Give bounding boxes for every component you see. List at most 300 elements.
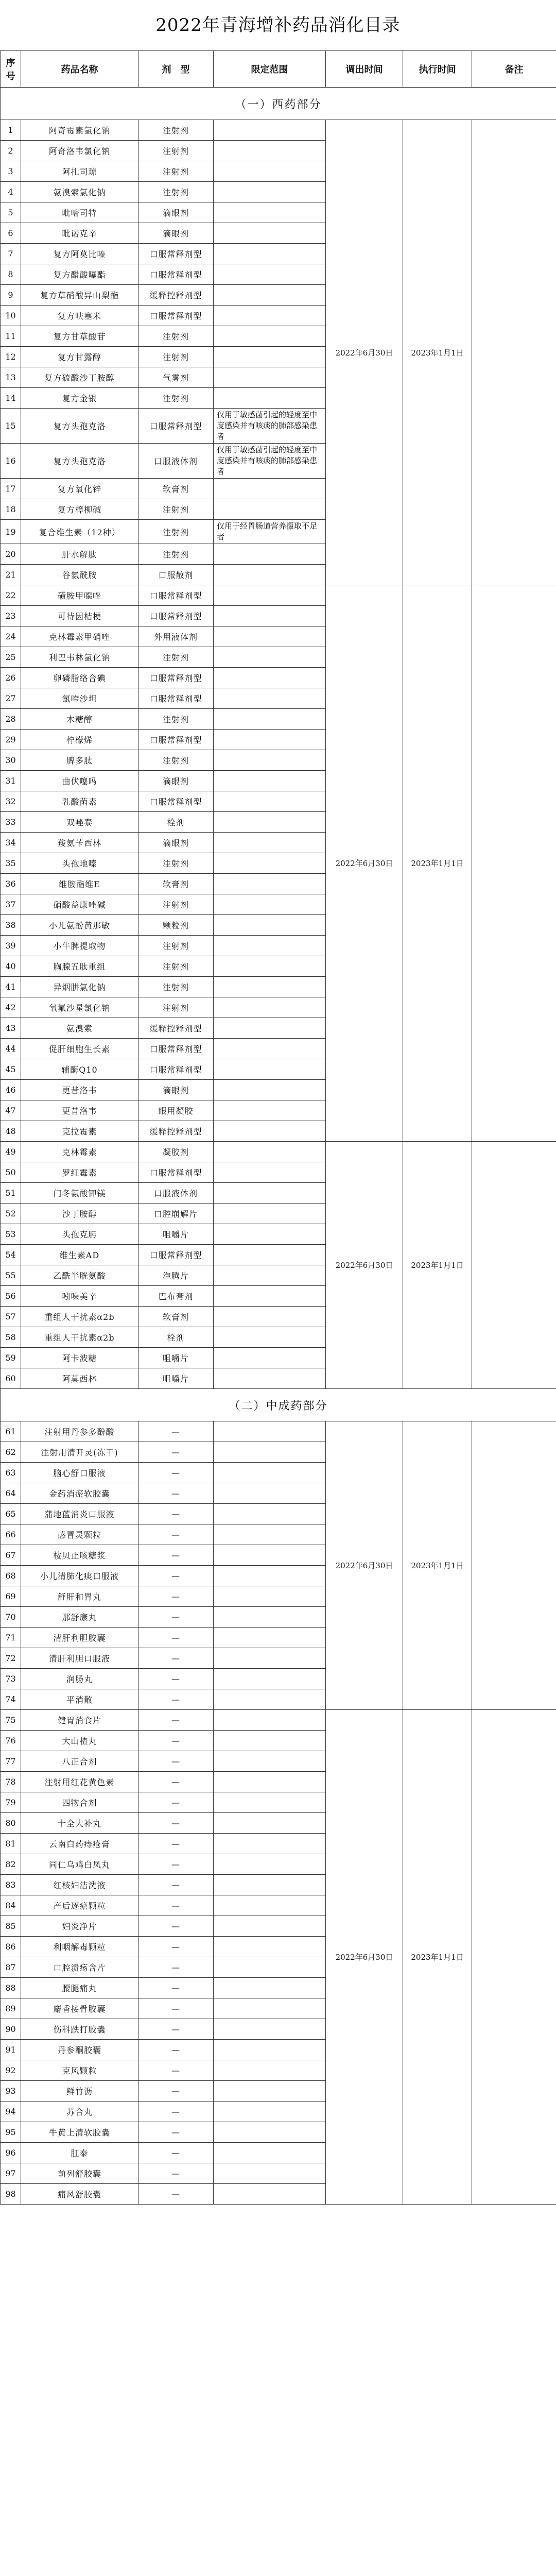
cell-scope (214, 1039, 326, 1059)
cell-no: 51 (1, 1183, 21, 1204)
cell-no: 87 (1, 1957, 21, 1978)
cell-no: 82 (1, 1854, 21, 1875)
cell-out-date: 2022年6月30日 (326, 1421, 403, 1710)
cell-out-date: 2022年6月30日 (326, 585, 403, 1142)
cell-name: 氧氟沙星氯化钠 (21, 997, 138, 1018)
cell-scope (214, 2184, 326, 2205)
cell-no: 12 (1, 347, 21, 367)
cell-no: 4 (1, 182, 21, 202)
cell-form: 口服散剂 (138, 565, 214, 585)
cell-form: 注射剂 (138, 161, 214, 182)
cell-name: 吲哚美辛 (21, 1286, 138, 1307)
cell-name: 复方头孢克洛 (21, 409, 138, 444)
cell-scope (214, 956, 326, 977)
cell-no: 16 (1, 444, 21, 479)
cell-form: 口服常释剂型 (138, 1245, 214, 1265)
cell-name: 促肝细胞生长素 (21, 1039, 138, 1059)
cell-form: 注射剂 (138, 977, 214, 997)
cell-scope (214, 1772, 326, 1792)
page-title: 2022年青海增补药品消化目录 (155, 15, 401, 36)
cell-scope (214, 1059, 326, 1080)
cell-name: 舒肝和胃丸 (21, 1586, 138, 1607)
cell-scope (214, 647, 326, 668)
cell-form: — (138, 1916, 214, 1937)
cell-no: 25 (1, 647, 21, 668)
cell-no: 6 (1, 223, 21, 244)
cell-name: 氨溴索氯化钠 (21, 182, 138, 202)
cell-form: 口服常释剂型 (138, 306, 214, 326)
header-form: 剂 型 (138, 51, 214, 88)
cell-no: 83 (1, 1875, 21, 1895)
cell-no: 39 (1, 936, 21, 956)
cell-form: — (138, 1957, 214, 1978)
cell-no: 61 (1, 1421, 21, 1442)
cell-scope (214, 853, 326, 874)
cell-no: 90 (1, 2019, 21, 2040)
cell-form: 注射剂 (138, 894, 214, 915)
cell-no: 66 (1, 1524, 21, 1545)
cell-name: 润肠丸 (21, 1669, 138, 1689)
section-row (1, 88, 556, 120)
cell-form: 栓剂 (138, 1327, 214, 1348)
cell-scope (214, 1162, 326, 1183)
cell-no: 8 (1, 264, 21, 285)
cell-name: 氯喹沙坦 (21, 688, 138, 709)
cell-scope (214, 2143, 326, 2163)
cell-no: 26 (1, 668, 21, 688)
cell-form: — (138, 1463, 214, 1483)
cell-name: 小儿清肺化痰口服液 (21, 1566, 138, 1586)
cell-remark (472, 1142, 556, 1389)
cell-form: — (138, 1504, 214, 1524)
table-row (1, 1142, 556, 1162)
cell-no: 95 (1, 2122, 21, 2143)
cell-form: — (138, 1566, 214, 1586)
cell-name: 维胺酯维E (21, 874, 138, 894)
cell-no: 15 (1, 409, 21, 444)
cell-name: 阿卡波糖 (21, 1348, 138, 1368)
cell-name: 头孢地嗪 (21, 853, 138, 874)
cell-no: 19 (1, 520, 21, 544)
cell-form: 口服常释剂型 (138, 730, 214, 750)
cell-scope (214, 1710, 326, 1731)
cell-scope (214, 1648, 326, 1669)
cell-scope (214, 915, 326, 936)
cell-no: 72 (1, 1648, 21, 1669)
cell-scope (214, 1504, 326, 1524)
cell-no: 17 (1, 479, 21, 499)
cell-form: 软膏剂 (138, 1307, 214, 1327)
cell-no: 57 (1, 1307, 21, 1327)
cell-scope (214, 1895, 326, 1916)
cell-name: 丹参酮胶囊 (21, 2040, 138, 2060)
cell-scope (214, 1586, 326, 1607)
cell-name: 复方呋塞米 (21, 306, 138, 326)
cell-no: 7 (1, 244, 21, 264)
cell-no: 74 (1, 1689, 21, 1710)
cell-no: 59 (1, 1348, 21, 1368)
cell-scope (214, 2163, 326, 2184)
cell-no: 35 (1, 853, 21, 874)
cell-name: 双唑泰 (21, 812, 138, 833)
cell-scope (214, 2019, 326, 2040)
cell-form: 注射剂 (138, 520, 214, 544)
cell-name: 产后逐瘀颗粒 (21, 1895, 138, 1916)
cell-no: 41 (1, 977, 21, 997)
cell-scope (214, 1483, 326, 1504)
cell-no: 96 (1, 2143, 21, 2163)
cell-scope (214, 388, 326, 409)
cell-no: 44 (1, 1039, 21, 1059)
cell-scope (214, 2102, 326, 2122)
table-row (1, 1421, 556, 1442)
cell-scope (214, 285, 326, 306)
cell-form: 咀嚼片 (138, 1224, 214, 1245)
cell-name: 清肝利胆口服液 (21, 1648, 138, 1669)
cell-name: 复方草硝酸异山梨酯 (21, 285, 138, 306)
cell-name: 头孢克肟 (21, 1224, 138, 1245)
cell-name: 复方甘露醇 (21, 347, 138, 367)
cell-no: 24 (1, 626, 21, 647)
cell-name: 利巴韦林氯化钠 (21, 647, 138, 668)
cell-scope (214, 326, 326, 347)
cell-name: 更昔洛韦 (21, 1100, 138, 1121)
cell-no: 33 (1, 812, 21, 833)
cell-no: 5 (1, 202, 21, 223)
cell-no: 32 (1, 791, 21, 812)
cell-no: 76 (1, 1731, 21, 1751)
cell-form: 注射剂 (138, 141, 214, 161)
cell-no: 27 (1, 688, 21, 709)
cell-no: 91 (1, 2040, 21, 2060)
cell-no: 36 (1, 874, 21, 894)
cell-name: 清肝利胆胶囊 (21, 1628, 138, 1648)
cell-scope (214, 367, 326, 388)
cell-form: — (138, 1421, 214, 1442)
cell-scope (214, 1875, 326, 1895)
cell-scope (214, 1628, 326, 1648)
cell-scope (214, 565, 326, 585)
cell-form: 口服常释剂型 (138, 1039, 214, 1059)
cell-form: — (138, 1792, 214, 1813)
cell-no: 89 (1, 1998, 21, 2019)
header-name: 药品名称 (21, 51, 138, 88)
cell-scope (214, 874, 326, 894)
cell-scope (214, 2122, 326, 2143)
cell-no: 78 (1, 1772, 21, 1792)
cell-scope (214, 791, 326, 812)
cell-scope (214, 1327, 326, 1348)
cell-form: 注射剂 (138, 709, 214, 730)
cell-no: 23 (1, 606, 21, 626)
cell-scope: 仅用于敏感菌引起的轻度至中度感染并有咳痰的肺部感染患者 (214, 444, 326, 479)
cell-no: 84 (1, 1895, 21, 1916)
header-no: 序号 (1, 51, 21, 88)
cell-scope (214, 499, 326, 520)
cell-name: 谷氨酰胺 (21, 565, 138, 585)
cell-name: 卵磷脂络合碘 (21, 668, 138, 688)
cell-no: 50 (1, 1162, 21, 1183)
cell-name: 痛风舒胶囊 (21, 2184, 138, 2205)
cell-form: — (138, 1524, 214, 1545)
cell-form: — (138, 1751, 214, 1772)
cell-name: 小儿氨酚黄那敏 (21, 915, 138, 936)
cell-form: 注射剂 (138, 182, 214, 202)
cell-name: 复方氧化锌 (21, 479, 138, 499)
cell-scope (214, 120, 326, 141)
cell-name: 感冒灵颗粒 (21, 1524, 138, 1545)
cell-scope (214, 1545, 326, 1566)
cell-no: 58 (1, 1327, 21, 1348)
cell-name: 复方醋酸曝酯 (21, 264, 138, 285)
cell-name: 胸腺五肽重组 (21, 956, 138, 977)
cell-no: 13 (1, 367, 21, 388)
cell-form: 口服常释剂型 (138, 1059, 214, 1080)
cell-form: — (138, 1998, 214, 2019)
cell-no: 60 (1, 1368, 21, 1389)
cell-no: 40 (1, 956, 21, 977)
cell-no: 69 (1, 1586, 21, 1607)
header-exec-date: 执行时间 (403, 51, 472, 88)
cell-form: 眼用凝胶 (138, 1100, 214, 1121)
cell-no: 71 (1, 1628, 21, 1648)
cell-no: 10 (1, 306, 21, 326)
cell-form: 滴眼剂 (138, 223, 214, 244)
cell-scope (214, 1100, 326, 1121)
cell-form: 注射剂 (138, 499, 214, 520)
cell-scope: 仅用于经胃肠道营养摄取不足者 (214, 520, 326, 544)
cell-no: 97 (1, 2163, 21, 2184)
cell-scope (214, 894, 326, 915)
cell-name: 复方甘草酸苷 (21, 326, 138, 347)
cell-no: 21 (1, 565, 21, 585)
cell-no: 94 (1, 2102, 21, 2122)
cell-form: 口服常释剂型 (138, 409, 214, 444)
cell-remark (472, 1710, 556, 2205)
cell-scope (214, 1224, 326, 1245)
cell-form: 口服液体剂 (138, 444, 214, 479)
cell-form: 口服常释剂型 (138, 688, 214, 709)
cell-name: 阿扎司琼 (21, 161, 138, 182)
cell-no: 52 (1, 1204, 21, 1224)
cell-scope (214, 202, 326, 223)
cell-form: 外用液体剂 (138, 626, 214, 647)
cell-no: 2 (1, 141, 21, 161)
table-row (1, 1710, 556, 1731)
cell-name: 克拉霉素 (21, 1121, 138, 1142)
cell-no: 29 (1, 730, 21, 750)
cell-scope (214, 1957, 326, 1978)
cell-exec-date: 2023年1月1日 (403, 1710, 472, 2205)
cell-no: 43 (1, 1018, 21, 1039)
cell-scope (214, 668, 326, 688)
cell-name: 蒲地蓝消炎口服液 (21, 1504, 138, 1524)
cell-scope (214, 1854, 326, 1875)
cell-scope (214, 1307, 326, 1327)
cell-form: — (138, 1978, 214, 1998)
header-scope: 限定范围 (214, 51, 326, 88)
cell-scope (214, 1792, 326, 1813)
cell-scope (214, 1368, 326, 1389)
cell-form: 口服常释剂型 (138, 606, 214, 626)
cell-scope (214, 544, 326, 565)
cell-no: 9 (1, 285, 21, 306)
cell-name: 乳酸菌素 (21, 791, 138, 812)
cell-no: 31 (1, 771, 21, 791)
cell-scope (214, 2060, 326, 2081)
cell-form: — (138, 2081, 214, 2102)
cell-name: 桉贝止咳糖浆 (21, 1545, 138, 1566)
cell-no: 56 (1, 1286, 21, 1307)
cell-no: 79 (1, 1792, 21, 1813)
cell-scope (214, 182, 326, 202)
cell-no: 49 (1, 1142, 21, 1162)
cell-no: 62 (1, 1442, 21, 1463)
cell-form: 软膏剂 (138, 479, 214, 499)
cell-name: 阿奇洛韦氯化钠 (21, 141, 138, 161)
table-header-row (1, 51, 556, 88)
cell-form: 口服常释剂型 (138, 585, 214, 606)
cell-scope (214, 626, 326, 647)
cell-no: 42 (1, 997, 21, 1018)
cell-scope (214, 1121, 326, 1142)
cell-scope (214, 1204, 326, 1224)
cell-scope (214, 2081, 326, 2102)
cell-name: 八正合剂 (21, 1751, 138, 1772)
cell-form: 注射剂 (138, 853, 214, 874)
cell-form: 口服常释剂型 (138, 668, 214, 688)
cell-form: 滴眼剂 (138, 1080, 214, 1100)
cell-form: — (138, 1854, 214, 1875)
cell-form: — (138, 1607, 214, 1628)
cell-name: 复方樟柳碱 (21, 499, 138, 520)
table-row (1, 585, 556, 606)
cell-name: 苏合丸 (21, 2102, 138, 2122)
cell-name: 沙丁胺醇 (21, 1204, 138, 1224)
cell-no: 65 (1, 1504, 21, 1524)
cell-form: 巴布膏剂 (138, 1286, 214, 1307)
cell-scope (214, 1348, 326, 1368)
cell-name: 麝香接骨胶囊 (21, 1998, 138, 2019)
cell-no: 80 (1, 1813, 21, 1834)
cell-form: 注射剂 (138, 544, 214, 565)
cell-form: 注射剂 (138, 326, 214, 347)
cell-scope (214, 1978, 326, 1998)
cell-form: 注射剂 (138, 647, 214, 668)
cell-no: 45 (1, 1059, 21, 1080)
cell-scope (214, 1524, 326, 1545)
cell-no: 55 (1, 1265, 21, 1286)
cell-form: 注射剂 (138, 956, 214, 977)
cell-out-date: 2022年6月30日 (326, 1710, 403, 2205)
cell-form: 注射剂 (138, 120, 214, 141)
cell-out-date: 2022年6月30日 (326, 120, 403, 585)
cell-form: 口服常释剂型 (138, 791, 214, 812)
cell-form: 咀嚼片 (138, 1348, 214, 1368)
cell-form: 凝胶剂 (138, 1142, 214, 1162)
cell-no: 81 (1, 1834, 21, 1854)
cell-no: 47 (1, 1100, 21, 1121)
section-row (1, 1389, 556, 1421)
cell-no: 30 (1, 750, 21, 771)
cell-form: — (138, 1545, 214, 1566)
cell-form: — (138, 2102, 214, 2122)
cell-no: 92 (1, 2060, 21, 2081)
cell-form: 口服常释剂型 (138, 1162, 214, 1183)
cell-name: 那舒康丸 (21, 1607, 138, 1628)
header-remark: 备注 (472, 51, 556, 88)
cell-no: 70 (1, 1607, 21, 1628)
cell-name: 吡诺克辛 (21, 223, 138, 244)
cell-form: — (138, 1875, 214, 1895)
cell-form: — (138, 1628, 214, 1648)
cell-form: 注射剂 (138, 388, 214, 409)
cell-name: 复合维生素（12种） (21, 520, 138, 544)
cell-scope (214, 771, 326, 791)
cell-scope (214, 1607, 326, 1628)
table-body (1, 88, 556, 2205)
cell-no: 85 (1, 1916, 21, 1937)
cell-form: 颗粒剂 (138, 915, 214, 936)
cell-name: 木糖醇 (21, 709, 138, 730)
cell-no: 54 (1, 1245, 21, 1265)
cell-name: 口腔溃疡含片 (21, 1957, 138, 1978)
cell-form: — (138, 1648, 214, 1669)
cell-name: 肝水解肽 (21, 544, 138, 565)
cell-scope (214, 1142, 326, 1162)
cell-no: 88 (1, 1978, 21, 1998)
cell-name: 妇炎净片 (21, 1916, 138, 1937)
cell-form: 咀嚼片 (138, 1368, 214, 1389)
cell-form: — (138, 1483, 214, 1504)
cell-scope (214, 833, 326, 853)
cell-no: 98 (1, 2184, 21, 2205)
cell-no: 73 (1, 1669, 21, 1689)
cell-scope (214, 1689, 326, 1710)
cell-scope (214, 977, 326, 997)
cell-name: 小牛脾提取物 (21, 936, 138, 956)
cell-scope (214, 264, 326, 285)
cell-name: 牛黄上清软胶囊 (21, 2122, 138, 2143)
cell-scope (214, 750, 326, 771)
cell-name: 阿奇霉素氯化钠 (21, 120, 138, 141)
cell-no: 86 (1, 1937, 21, 1957)
cell-form: 气雾剂 (138, 367, 214, 388)
cell-form: — (138, 1586, 214, 1607)
cell-scope (214, 1813, 326, 1834)
cell-exec-date: 2023年1月1日 (403, 120, 472, 585)
cell-scope (214, 306, 326, 326)
cell-name: 克林霉素 (21, 1142, 138, 1162)
cell-form: — (138, 1937, 214, 1957)
cell-form: — (138, 1442, 214, 1463)
cell-name: 克风颗粒 (21, 2060, 138, 2081)
cell-no: 53 (1, 1224, 21, 1245)
cell-name: 克林霉素甲硝唑 (21, 626, 138, 647)
cell-scope (214, 1265, 326, 1286)
cell-scope (214, 223, 326, 244)
cell-name: 十全大补丸 (21, 1813, 138, 1834)
cell-scope (214, 1245, 326, 1265)
cell-name: 云南白药痔疮膏 (21, 1834, 138, 1854)
cell-name: 伤科跌打胶囊 (21, 2019, 138, 2040)
cell-scope (214, 1286, 326, 1307)
cell-scope (214, 1834, 326, 1854)
cell-remark (472, 120, 556, 585)
cell-form: 口服常释剂型 (138, 264, 214, 285)
cell-no: 34 (1, 833, 21, 853)
cell-scope: 仅用于敏感菌引起的轻度至中度感染并有咳痰的肺部感染患者 (214, 409, 326, 444)
